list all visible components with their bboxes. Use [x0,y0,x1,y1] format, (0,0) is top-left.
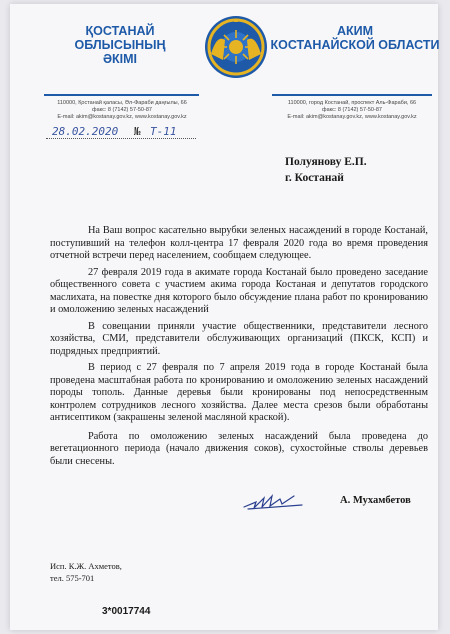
body-paragraph: В период с 27 февраля по 7 апреля 2019 года в городе Костанай была проведена масштабная работа по кронированию и омоложению зеленых насаждений породы тополь. Данные деревья были кронированы под непосредственным контролем сотрудников лесного хозяйства. Далее места срезов были обработаны антисептиком (закрашены зеленой масляной краской). [50,362,428,423]
letter-body [50,225,428,472]
right-header-title: АКИМ КОСТАНАЙСКОЙ ОБЛАСТИ [270,24,440,52]
registration-number-sign: № [134,125,141,138]
handwritten-signature [242,490,312,512]
executor-phone: тел. 575-701 [50,573,95,583]
registration-date: 28.02.2020 [52,125,119,138]
addressee-city: г. Костанай [285,172,344,184]
registration-number: Т-11 [150,125,177,138]
body-paragraph: 27 февраля 2019 года в акимате города Костанай было проведено заседание общественного совета с участием акима города Костаная и депутатов городского маслихата, на повестке дня которого было обсуждение плана работ по кронированию и омоложению зеленых насаждений [50,266,428,315]
body-paragraph: На Ваш вопрос касательно вырубки зеленых насаждений в городе Костанай, поступивший на телефон колл-центра 17 февраля 2020 года во время проведения отчетной встречи перед населением, сообщаем следующее. [50,225,428,261]
right-address-block: 110000, город Костанай, проспект Аль-Фараби, 66 факс: 8 (7142) 57-50-87 E-mail: akim@kostanay.gov.kz, www.kostanay.gov.kz [287,100,417,120]
header-divider-right [272,94,432,96]
left-address-block: 110000, Қостанай қаласы, Әл-Фараби даңғылы, 66 факс: 8 (7142) 57-50-87 E-mail: akim@kostanay.gov.kz, www.kostanay.gov.kz [57,100,187,120]
addressee-block [285,154,367,186]
executor-name: Исп. К.Ж. Ахметов, [50,561,122,571]
signer-name: А. Мухамбетов [340,495,411,506]
executor-block [50,560,122,584]
state-emblem-icon [203,14,269,80]
body-paragraph: В совещании приняли участие общественники, представители лесного хозяйства, СМИ, представители обслуживающих организаций (ПКСК, КСП) и подрядных предприятий. [50,320,428,357]
letter-page [10,4,438,630]
addressee-name: Полуянову Е.П. [285,156,367,168]
left-header-title: ҚОСТАНАЙ ОБЛЫСЫНЫҢ ӘКІМІ [74,24,166,66]
registration-line [46,125,196,139]
body-paragraph: Работа по омоложению зеленых насаждений была проведена до вегетационного периода (начало движения соков), сухостойные стволы деревьев были снесены. [50,430,428,467]
document-number: 3*0017744 [102,606,151,617]
header-divider-left [44,94,199,96]
